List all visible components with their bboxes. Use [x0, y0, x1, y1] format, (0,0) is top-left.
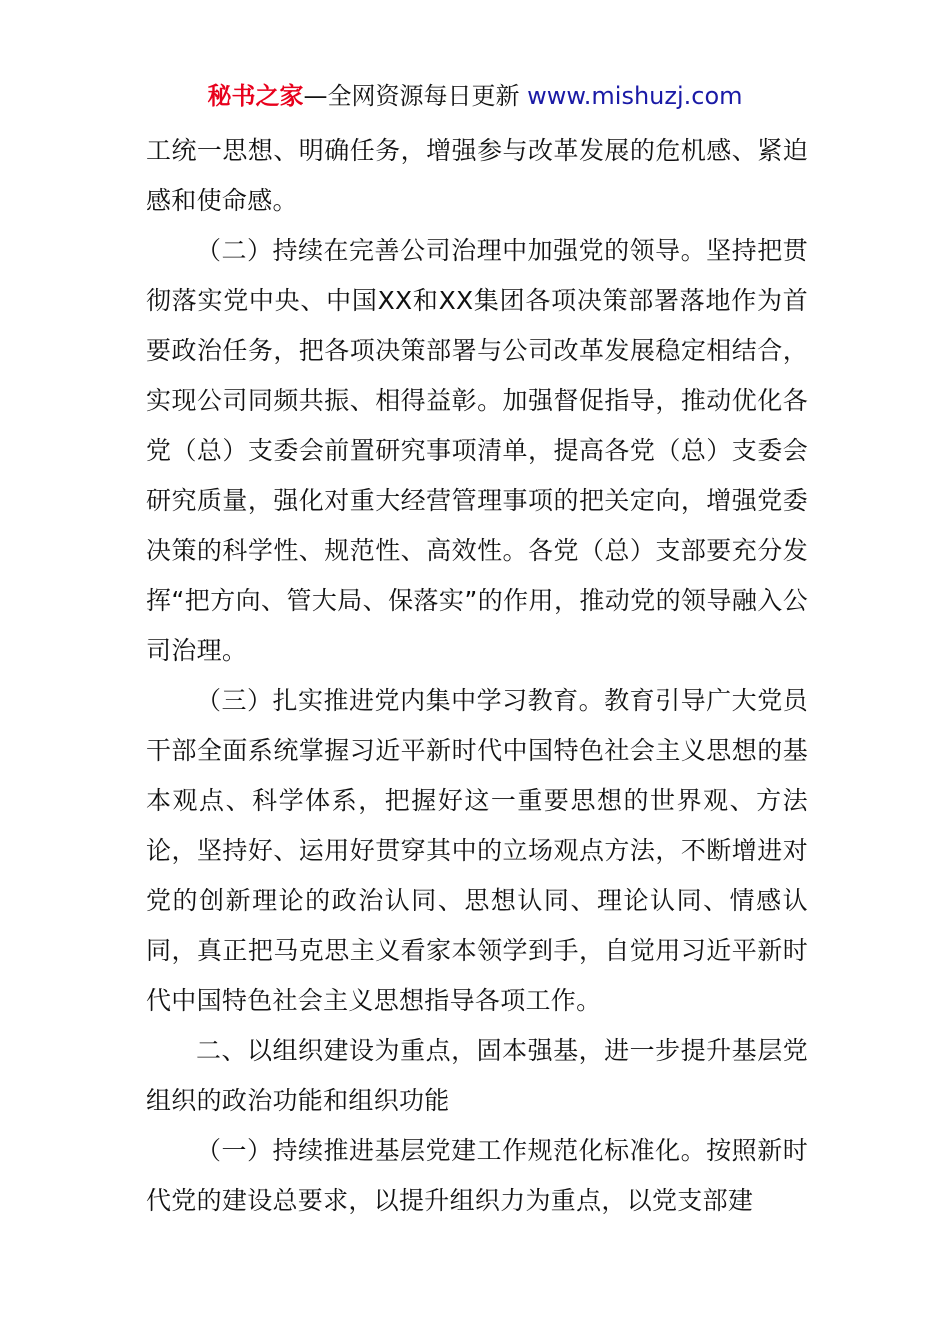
paragraph-continuation: 工统一思想、明确任务，增强参与改革发展的危机感、紧迫感和使命感。: [146, 136, 808, 215]
document-body: [146, 126, 808, 1226]
paragraph-section-2: （二）持续在完善公司治理中加强党的领导。坚持把贯彻落实党中央、中国XX和XX集团各项决策部署落地作为首要政治任务，把各项决策部署与公司改革发展稳定相结合，实现公司同频共振、相得益彰。加强督促指导，推动优化各党（总）支委会前置研究事项清单，提高各党（总）支委会研究质量，强化对重大经营管理事项的把关定向，增强党委决策的科学性、规范性、高效性。各党（总）支部要充分发挥“把方向、管大局、保落实”的作用，推动党的领导融入公司治理。: [146, 236, 808, 665]
heading-part-2: 二、以组织建设为重点，固本强基，进一步提升基层党组织的政治功能和组织功能: [146, 1036, 808, 1115]
site-header: [0, 80, 950, 112]
paragraph-section-3: （三）扎实推进党内集中学习教育。教育引导广大党员干部全面系统掌握习近平新时代中国特色社会主义思想的基本观点、科学体系，把握好这一重要思想的世界观、方法论，坚持好、运用好贯穿其中的立场观点方法，不断增进对党的创新理论的政治认同、思想认同、理论认同、情感认同，真正把马克思主义看家本领学到手，自觉用习近平新时代中国特色社会主义思想指导各项工作。: [146, 686, 808, 1015]
site-tagline: —全网资源每日更新: [303, 82, 528, 110]
paragraph-part-2-section-1: （一）持续推进基层党建工作规范化标准化。按照新时代党的建设总要求，以提升组织力为重点，以党支部建: [146, 1136, 808, 1215]
site-brand: 秘书之家: [207, 82, 304, 110]
site-url[interactable]: www.mishuzj.com: [527, 82, 743, 110]
